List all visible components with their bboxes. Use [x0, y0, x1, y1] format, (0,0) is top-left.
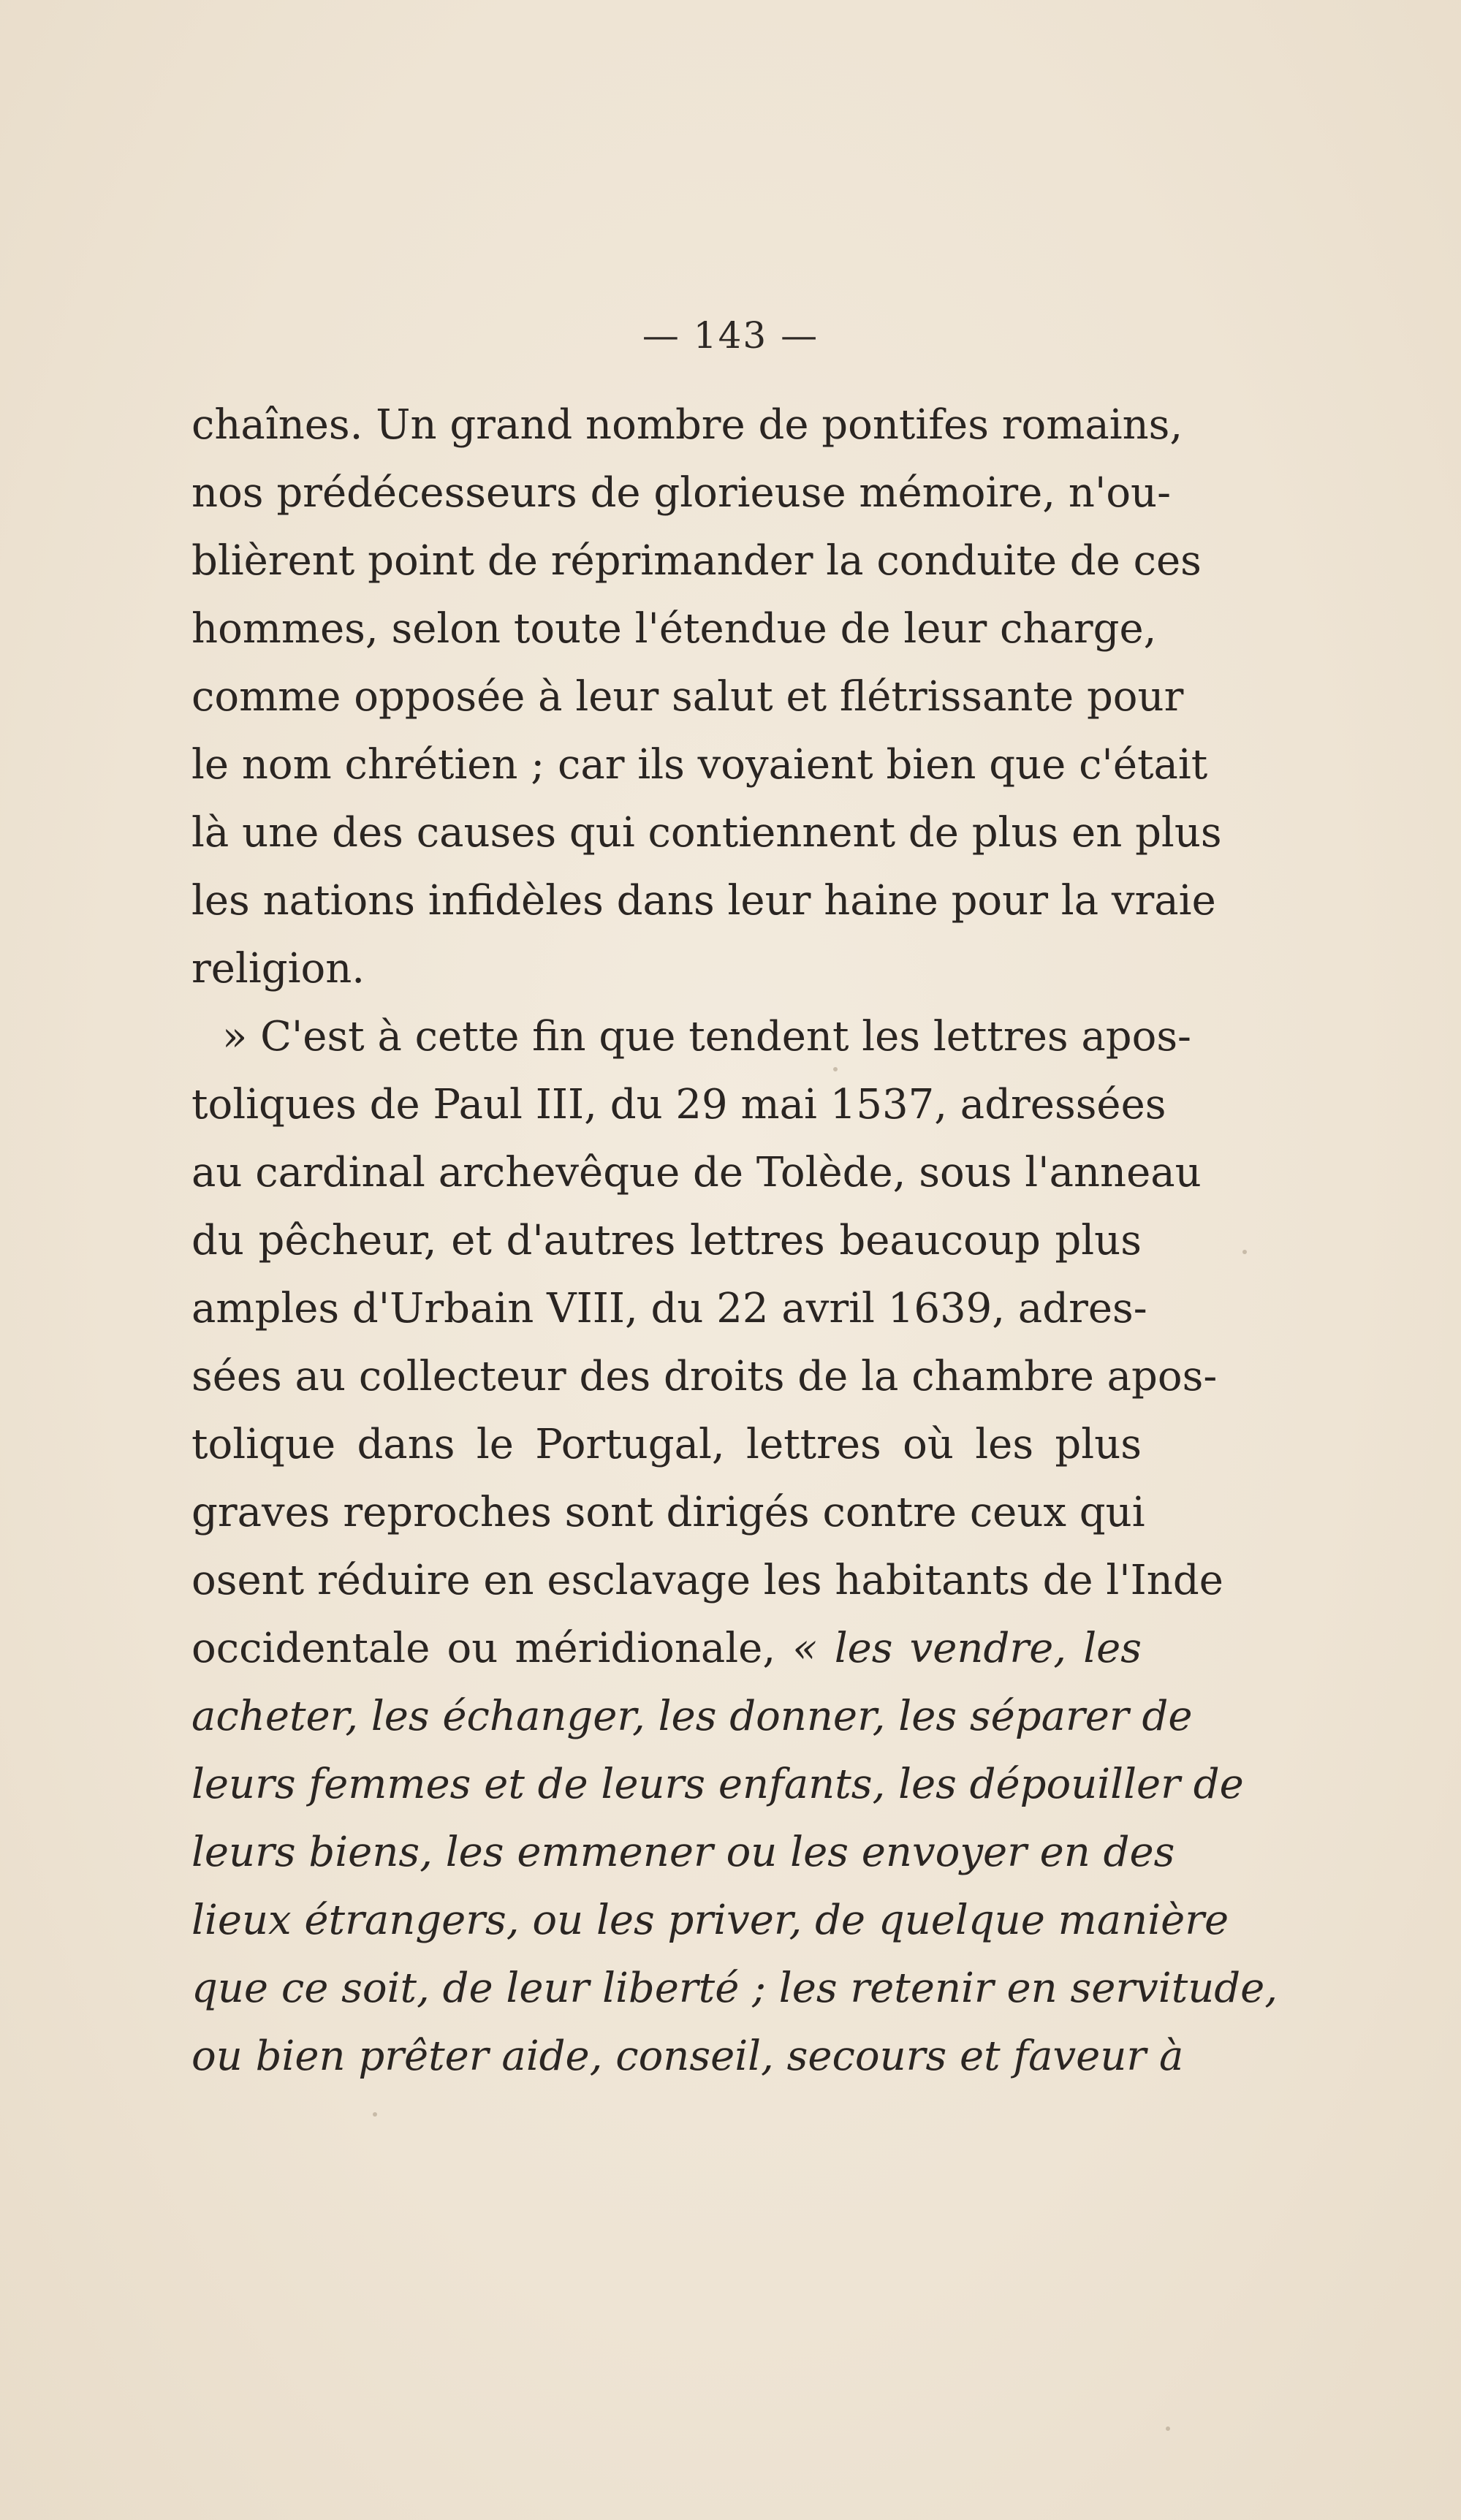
text-line: que ce soit, de leur liberté ; les retenir en servitude,: [191, 1965, 1278, 2012]
text-line: osent réduire en esclavage les habitants de l'Inde: [191, 1557, 1223, 1604]
text-line: » C'est à cette fin que tendent les lettres apos-: [222, 1013, 1191, 1060]
text-line: graves reproches sont dirigés contre ceux qui: [191, 1489, 1145, 1536]
text-line-italic: « les vendre, les: [792, 1625, 1142, 1672]
text-line: lieux étrangers, ou les priver, de quelque manière: [191, 1897, 1229, 1944]
page-number: — 143 —: [642, 314, 819, 357]
text-line: toliques de Paul III, du 29 mai 1537, adressées: [191, 1081, 1166, 1128]
body-text: [191, 391, 1278, 2090]
text-line: hommes, selon toute l'étendue de leur charge,: [191, 605, 1157, 653]
text-line: comme opposée à leur salut et flétrissante pour: [191, 673, 1184, 721]
paper-speck: [833, 1067, 838, 1071]
text-line: acheter, les échanger, les donner, les séparer de: [191, 1693, 1193, 1740]
text-line: le nom chrétien ; car ils voyaient bien que c'était: [191, 741, 1208, 789]
text-line: religion.: [191, 945, 365, 993]
text-line-roman: occidentale ou méridionale,: [191, 1625, 776, 1672]
text-line: nos prédécesseurs de glorieuse mémoire, n'ou-: [191, 469, 1172, 517]
text-line: chaînes. Un grand nombre de pontifes romains,: [191, 401, 1183, 449]
text-line: les nations infidèles dans leur haine pour la vraie: [191, 877, 1216, 925]
text-line: blièrent point de réprimander la conduite de ces: [191, 537, 1202, 585]
text-line: ou bien prêter aide, conseil, secours et faveur à: [191, 2033, 1184, 2080]
text-line: tolique dans le Portugal, lettres où les plus: [191, 1421, 1142, 1468]
paper-speck: [373, 2112, 377, 2117]
text-line: leurs femmes et de leurs enfants, les dépouiller de: [191, 1761, 1244, 1808]
text-line: sées au collecteur des droits de la chambre apos-: [191, 1353, 1218, 1400]
text-line: au cardinal archevêque de Tolède, sous l'anneau: [191, 1149, 1202, 1196]
text-line: là une des causes qui contiennent de plus en plus: [191, 809, 1222, 857]
paper-speck: [1242, 1250, 1247, 1254]
paper-speck: [1166, 2426, 1170, 2431]
text-line: du pêcheur, et d'autres lettres beaucoup plus: [191, 1217, 1142, 1264]
text-line: amples d'Urbain VIII, du 22 avril 1639, adres-: [191, 1285, 1147, 1332]
text-line: leurs biens, les emmener ou les envoyer en des: [191, 1829, 1175, 1876]
text-line-mixed: [191, 1614, 1142, 1682]
